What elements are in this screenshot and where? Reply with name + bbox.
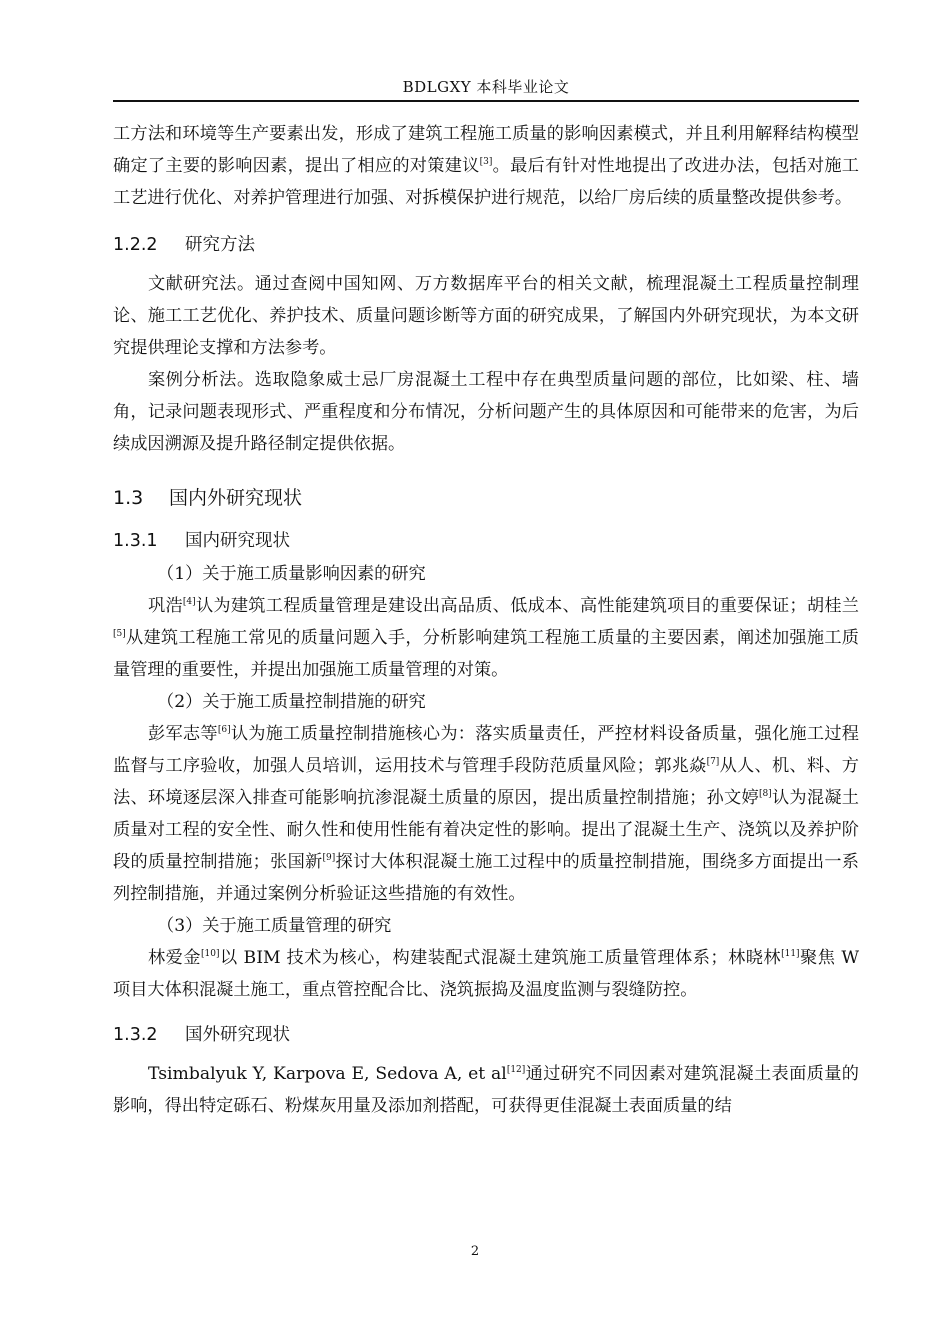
section-heading-1-3-2: 1.3.2 国外研究现状 — [113, 1025, 290, 1045]
subheading-quality-management: （3）关于施工质量管理的研究 — [157, 916, 392, 936]
citation-ref: [11] — [781, 949, 800, 959]
subheading-factors: （1）关于施工质量影响因素的研究 — [157, 564, 426, 584]
citation-ref: [8] — [758, 789, 772, 799]
page-number: 2 — [470, 1244, 480, 1259]
paragraph-factors: 巩浩[4]认为建筑工程质量管理是建设出高品质、低成本、高性能建筑项目的重要保证；胡桂兰[5]从建筑工程施工常见的质量问题入手，分析影响建筑工程施工质量的主要因素，阐述加强施工质量管理的重要性，并提出加强施工质量管理的对策。 — [113, 596, 859, 680]
citation-ref: [3] — [479, 157, 493, 167]
citation-ref: [9] — [322, 853, 336, 863]
subheading-control-measures: （2）关于施工质量控制措施的研究 — [157, 692, 426, 712]
section-heading-1-3: 1.3 国内外研究现状 — [113, 487, 303, 509]
running-header: BDLGXY 本科毕业论文 — [402, 78, 570, 96]
paragraph-case-method: 案例分析法。选取隐象威士忌厂房混凝土工程中存在典型质量问题的部位，比如梁、柱、墙角，记录问题表现形式、严重程度和分布情况，分析问题产生的具体原因和可能带来的危害，为后续成因溯源及提升路径制定提供依据。 — [113, 370, 859, 454]
citation-ref: [12] — [506, 1065, 526, 1075]
citation-ref: [7] — [706, 757, 720, 767]
paragraph-literature-method: 文献研究法。通过查阅中国知网、万方数据库平台的相关文献，梳理混凝土工程质量控制理论、施工工艺优化、养护技术、质量问题诊断等方面的研究成果，了解国内外研究现状，为本文研究提供理论支撑和方法参考。 — [113, 274, 859, 358]
paragraph-foreign-research: Tsimbalyuk Y, Karpova E, Sedova A, et al[12]通过研究不同因素对建筑混凝土表面质量的影响，得出特定砾石、粉煤灰用量及添加剂搭配，可获得更佳混凝土表面质量的结 — [113, 1064, 859, 1116]
paragraph-continued: 工方法和环境等生产要素出发，形成了建筑工程施工质量的影响因素模式，并且利用解释结构模型确定了主要的影响因素，提出了相应的对策建议[3]。最后有针对性地提出了改进办法，包括对施工工艺进行优化、对养护管理进行加强、对拆模保护进行规范，以给厂房后续的质量整改提供参考。 — [113, 124, 859, 208]
paragraph-quality-management: 林爱金[10]以 BIM 技术为核心，构建装配式混凝土建筑施工质量管理体系；林晓林[11]聚焦 W 项目大体积混凝土施工，重点管控配合比、浇筑振捣及温度监测与裂缝防控。 — [113, 948, 859, 1000]
citation-ref: [5] — [113, 629, 126, 639]
page-body — [113, 118, 859, 1122]
header-rule — [113, 100, 859, 102]
citation-ref: [4] — [182, 597, 196, 607]
paragraph-control-measures: 彭军志等[6]认为施工质量控制措施核心为：落实质量责任，严控材料设备质量，强化施工过程监督与工序验收，加强人员培训，运用技术与管理手段防范质量风险；郭兆焱[7]从人、机、料、方法、环境逐层深入排查可能影响抗渗混凝土质量的原因，提出质量控制措施；孙文婷[8]认为混凝土质量对工程的安全性、耐久性和使用性能有着决定性的影响。提出了混凝土生产、浇筑以及养护阶段的质量控制措施；张国新[9]探讨大体积混凝土施工过程中的质量控制措施，围绕多方面提出一系列控制措施，并通过案例分析验证这些措施的有效性。 — [113, 724, 859, 904]
citation-ref: [6] — [217, 725, 231, 735]
citation-ref: [10] — [201, 949, 220, 959]
section-heading-1-2-2: 1.2.2 研究方法 — [113, 235, 255, 255]
section-heading-1-3-1: 1.3.1 国内研究现状 — [113, 531, 290, 551]
